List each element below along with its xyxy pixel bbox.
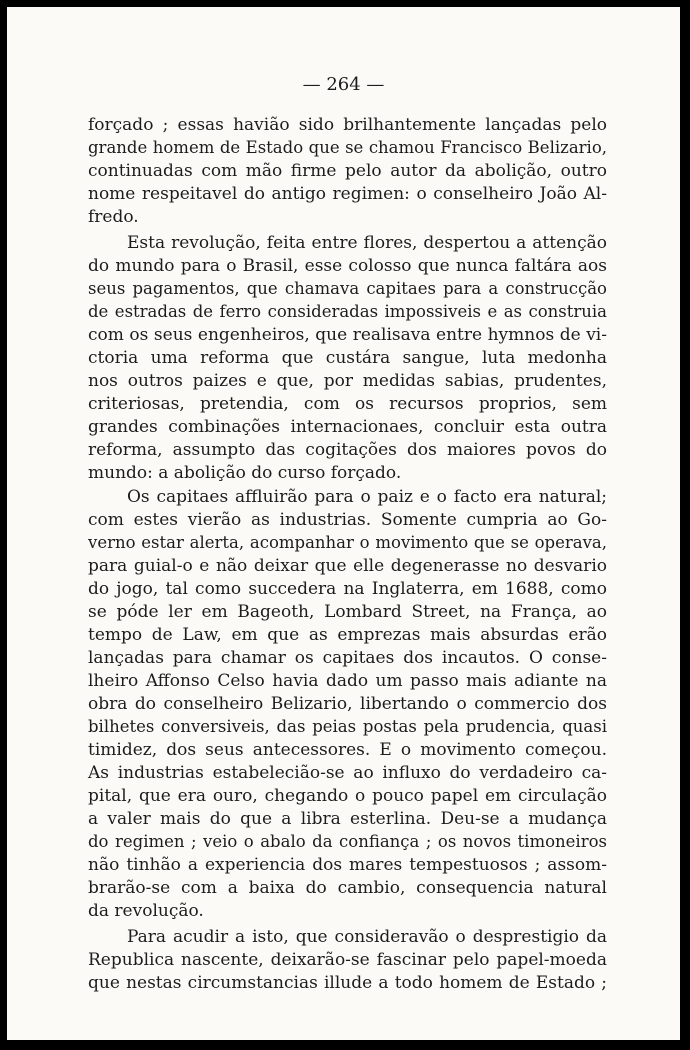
text-line: As industrias estabelecião-se ao influxo do verdadeiro ca-	[88, 763, 607, 783]
text-line: Para acudir a isto, que consideravão o desprestigio da	[127, 927, 607, 947]
text-line: lançadas para chamar os capitaes dos incautos. O conse-	[88, 648, 607, 668]
text-line: tempo de Law, em que as emprezas mais absurdas erão	[88, 625, 607, 645]
text-line: pital, que era ouro, chegando o pouco papel em circulação	[88, 786, 607, 806]
text-line: verno estar alerta, acompanhar o movimento que se operava,	[88, 533, 607, 552]
text-line: da revolução.	[88, 901, 204, 921]
text-line: a valer mais do que a libra esterlina. Deu-se a mudança	[88, 809, 607, 829]
text-line: com estes vierão as industrias. Somente cumpria ao Go-	[88, 510, 607, 530]
text-line: bilhetes conversiveis, das peias postas pela prudencia, quasi	[88, 717, 607, 736]
text-line: obra do conselheiro Belizario, libertando o commercio dos	[88, 694, 607, 714]
text-line: criteriosas, pretendia, com os recursos proprios, sem	[88, 394, 607, 414]
page-number: — 264 —	[302, 74, 385, 95]
text-line: mundo: a abolição do curso forçado.	[88, 463, 402, 483]
text-line: com os seus engenheiros, que realisava entre hymnos de vi-	[88, 325, 607, 345]
text-line: nome respeitavel do antigo regimen: o conselheiro João Al-	[88, 184, 607, 204]
text-line: brarão-se com a baixa do cambio, consequencia natural	[88, 878, 607, 898]
text-line: grandes combinações internacionaes, concluir esta outra	[88, 417, 607, 437]
text-line: lheiro Affonso Celso havia dado um passo mais adiante na	[88, 671, 607, 691]
text-line: ctoria uma reforma que custára sangue, luta medonha	[88, 348, 607, 368]
text-line: Esta revolução, feita entre flores, despertou a attenção	[127, 233, 607, 253]
text-line: Republica nascente, deixarão-se fascinar pelo papel-moeda	[88, 950, 607, 970]
text-line: do jogo, tal como succedera na Inglaterra, em 1688, como	[88, 579, 607, 599]
text-line: não tinhão a experiencia dos mares tempestuosos ; assom-	[88, 855, 607, 875]
text-line: fredo.	[88, 207, 139, 227]
book-page	[7, 7, 680, 1040]
text-line: continuadas com mão firme pelo autor da abolição, outro	[88, 161, 607, 181]
text-line: se póde ler em Bageoth, Lombard Street, na França, ao	[88, 602, 607, 622]
text-line: nos outros paizes e que, por medidas sabias, prudentes,	[88, 371, 607, 391]
text-line: timidez, dos seus antecessores. E o movimento começou.	[88, 740, 607, 760]
text-line: do regimen ; veio o abalo da confiança ; os novos timoneiros	[88, 832, 607, 851]
text-line: de estradas de ferro consideradas impossiveis e as construia	[88, 302, 607, 321]
text-line: seus pagamentos, que chamava capitaes para a construcção	[88, 279, 607, 298]
text-line: Os capitaes affluirão para o paiz e o facto era natural;	[127, 487, 607, 507]
text-line: reforma, assumpto das cogitações dos maiores povos do	[88, 440, 607, 460]
text-line: do mundo para o Brasil, esse colosso que nunca faltára aos	[88, 256, 607, 276]
text-line: para guial-o e não deixar que elle degenerasse no desvario	[88, 556, 607, 576]
text-line: que nestas circumstancias illude a todo homem de Estado ;	[88, 973, 607, 993]
text-line: grande homem de Estado que se chamou Francisco Belizario,	[88, 138, 607, 157]
text-line: forçado ; essas havião sido brilhantemente lançadas pelo	[88, 115, 607, 135]
